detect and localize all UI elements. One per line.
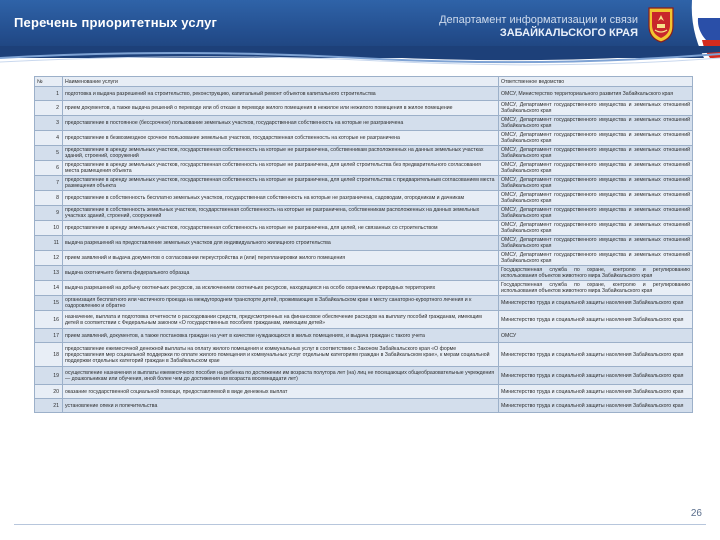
responsible-agency: ОМСУ, Департамент государственного имущества и земельных отношений Забайкальского края (499, 236, 693, 251)
row-number: 3 (35, 116, 63, 131)
responsible-agency: ОМСУ, Департамент государственного имущества и земельных отношений Забайкальского края (499, 221, 693, 236)
row-number: 12 (35, 251, 63, 266)
column-header-service: Наименование услуги (63, 77, 499, 87)
responsible-agency: ОМСУ, Департамент государственного имущества и земельных отношений Забайкальского края (499, 101, 693, 116)
table-row (35, 236, 693, 251)
page-number: 26 (690, 508, 702, 519)
service-name: предоставление в собственность земельных участков, государственная собственность на которые не разграничена, собственникам расположенных на данных земельных участках зданий, строений, сооружений (63, 206, 499, 221)
table-row (35, 191, 693, 206)
service-name: выдача разрешений на добычу охотничьих ресурсов, за исключением охотничьих ресурсов, находящихся на особо охраняемых природных территориях (63, 281, 499, 296)
table-row (35, 329, 693, 343)
row-number: 1 (35, 87, 63, 101)
responsible-agency: Министерство труда и социальной защиты населения Забайкальского края (499, 296, 693, 311)
row-number: 14 (35, 281, 63, 296)
table-row (35, 206, 693, 221)
row-number: 21 (35, 399, 63, 413)
responsible-agency: ОМСУ, Департамент государственного имущества и земельных отношений Забайкальского края (499, 131, 693, 146)
responsible-agency: Министерство труда и социальной защиты населения Забайкальского края (499, 399, 693, 413)
header-wave-decoration (0, 46, 720, 66)
table-header-row (35, 77, 693, 87)
column-header-agency: Ответственное ведомство (499, 77, 693, 87)
service-name: предоставление в постоянное (бессрочное) пользование земельных участков, государственная собственность на которые не разграничена (63, 116, 499, 131)
service-name: предоставление в аренду земельных участков, государственная собственность на которые не разграничена, для целей строительства с предварительным согласованием места размещения объекта (63, 176, 499, 191)
department-line-1: Департамент информатизации и связи (439, 14, 638, 26)
service-name: назначение, выплата и подготовка отчетности о расходовании средств, предусмотренных на финансовое обеспечение расходов на выплату пособий гражданам, имеющим детей в соответствии с Федеральным законом «О государственных пособиях гражданам, имеющим детей» (63, 311, 499, 329)
service-name: оказание государственной социальной помощи, предоставляемой в виде денежных выплат (63, 385, 499, 399)
responsible-agency: ОМСУ, Министерство территориального развития Забайкальского края (499, 87, 693, 101)
row-number: 18 (35, 343, 63, 367)
service-name: прием документов, а также выдача решений о переводе или об отказе в переводе жилого помещения в нежилое или нежилого помещения в жилое помещение (63, 101, 499, 116)
table-row (35, 399, 693, 413)
table-row (35, 101, 693, 116)
table-row (35, 251, 693, 266)
table-row (35, 343, 693, 367)
table-row (35, 367, 693, 385)
row-number: 19 (35, 367, 63, 385)
table-row (35, 385, 693, 399)
service-name: предоставление в аренду земельных участков, государственная собственность на которые не разграничена, для целей, не связанных со строительством (63, 221, 499, 236)
row-number: 9 (35, 206, 63, 221)
responsible-agency: ОМСУ, Департамент государственного имущества и земельных отношений Забайкальского края (499, 176, 693, 191)
responsible-agency: Государственная служба по охране, контролю и регулированию использования объектов животного мира Забайкальского края (499, 281, 693, 296)
row-number: 16 (35, 311, 63, 329)
department-name (439, 14, 638, 40)
service-name: прием заявлений, документов, а также постановка граждан на учет в качестве нуждающихся в жилых помещениях, и выдача граждан с такого учета (63, 329, 499, 343)
column-header-number: № (35, 77, 63, 87)
service-name: установление опеки и попечительства (63, 399, 499, 413)
responsible-agency: ОМСУ, Департамент государственного имущества и земельных отношений Забайкальского края (499, 146, 693, 161)
table-row (35, 281, 693, 296)
row-number: 7 (35, 176, 63, 191)
row-number: 5 (35, 146, 63, 161)
table-row (35, 266, 693, 281)
service-name: предоставление в аренду земельных участков, государственная собственность на которые не разграничена, собственникам расположенных на данных земельных участках зданий, строений, сооружений (63, 146, 499, 161)
row-number: 17 (35, 329, 63, 343)
service-name: предоставление в аренду земельных участков, государственная собственность на которые не разграничена, для целей строительства без предварительного согласования места размещения объекта (63, 161, 499, 176)
service-name: выдача охотничьего билета федерального образца (63, 266, 499, 281)
coat-of-arms-icon (646, 4, 676, 44)
table-row (35, 161, 693, 176)
row-number: 20 (35, 385, 63, 399)
table-row (35, 116, 693, 131)
responsible-agency: Министерство труда и социальной защиты населения Забайкальского края (499, 343, 693, 367)
table-row (35, 146, 693, 161)
service-name: предоставление в безвозмездное срочное пользование земельных участков, государственная собственность на которые не разграничена (63, 131, 499, 146)
row-number: 6 (35, 161, 63, 176)
table-row (35, 87, 693, 101)
services-table (34, 76, 693, 413)
responsible-agency: ОМСУ, Департамент государственного имущества и земельных отношений Забайкальского края (499, 161, 693, 176)
department-line-2: ЗАБАЙКАЛЬСКОГО КРАЯ (499, 27, 638, 39)
service-name: прием заявлений и выдача документов о согласовании переустройства и (или) перепланировки жилого помещения (63, 251, 499, 266)
service-name: предоставление в собственность бесплатно земельных участков, государственная собственность на которые не разграничена, садоводам, огородникам и дачникам (63, 191, 499, 206)
service-name: организация бесплатного или частичного проезда на междугороднем транспорте детей, проживающих в Забайкальском крае к месту санаторно-курортного лечения и к оздоровлению и обратно (63, 296, 499, 311)
responsible-agency: ОМСУ, Департамент государственного имущества и земельных отношений Забайкальского края (499, 191, 693, 206)
service-name: выдача разрешений на предоставление земельных участков для индивидуального жилищного строительства (63, 236, 499, 251)
row-number: 8 (35, 191, 63, 206)
responsible-agency: Государственная служба по охране, контролю и регулированию использования объектов животного мира Забайкальского края (499, 266, 693, 281)
row-number: 4 (35, 131, 63, 146)
responsible-agency: Министерство труда и социальной защиты населения Забайкальского края (499, 367, 693, 385)
table-row (35, 311, 693, 329)
row-number: 10 (35, 221, 63, 236)
page-title: Перечень приоритетных услуг (14, 15, 218, 30)
responsible-agency: Министерство труда и социальной защиты населения Забайкальского края (499, 385, 693, 399)
responsible-agency: ОМСУ (499, 329, 693, 343)
service-name: предоставление ежемесячной денежной выплаты на оплату жилого помещения и коммунальных услуг в соответствии с Законом Забайкальского края «О форме предоставления мер социальной поддержки по оплате жилого помещения и коммунальных услуг отдельным категориям граждан в Забайкальском крае», к мерам социальной поддержки отдельных категорий граждан в Забайкальском крае (63, 343, 499, 367)
responsible-agency: ОМСУ, Департамент государственного имущества и земельных отношений Забайкальского края (499, 251, 693, 266)
row-number: 11 (35, 236, 63, 251)
service-name: осуществление назначения и выплаты ежемесячного пособия на ребенка по достижении им возраста полутора лет (на) лиц не посещающих общеобразовательные учреждения — дошкольникам или обучения, иной более чем до достижения им возраста восемнадцати лет) (63, 367, 499, 385)
footer-divider (14, 524, 706, 525)
table-row (35, 296, 693, 311)
responsible-agency: ОМСУ, Департамент государственного имущества и земельных отношений Забайкальского края (499, 116, 693, 131)
row-number: 2 (35, 101, 63, 116)
table-row (35, 176, 693, 191)
responsible-agency: Министерство труда и социальной защиты населения Забайкальского края (499, 311, 693, 329)
table-row (35, 221, 693, 236)
responsible-agency: ОМСУ, Департамент государственного имущества и земельных отношений Забайкальского края (499, 206, 693, 221)
row-number: 13 (35, 266, 63, 281)
service-name: подготовка и выдача разрешений на строительство, реконструкцию, капитальный ремонт объектов капитального строительства (63, 87, 499, 101)
table-row (35, 131, 693, 146)
row-number: 15 (35, 296, 63, 311)
